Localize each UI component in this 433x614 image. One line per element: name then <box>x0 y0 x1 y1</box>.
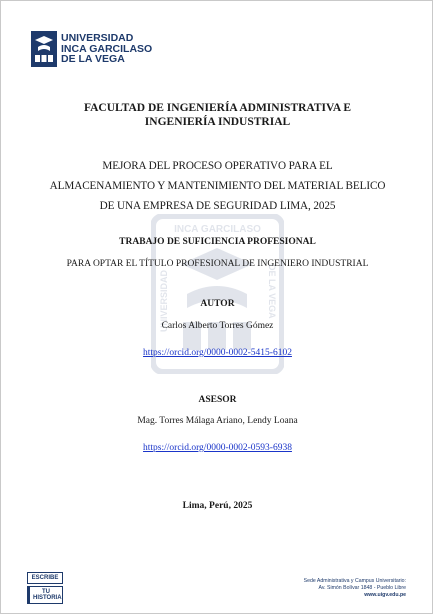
author-orcid-link[interactable]: https://orcid.org/0000-0002-5415-6102 <box>143 348 292 358</box>
advisor-orcid-link[interactable]: https://orcid.org/0000-0002-0593-6938 <box>143 443 292 453</box>
author-name: Carlos Alberto Torres Gómez <box>161 321 274 331</box>
watermark-top-text: INCA GARCILASO <box>174 224 261 235</box>
watermark-right-text: DE LA VEGA <box>267 264 277 319</box>
author-orcid-container <box>1 342 433 360</box>
university-logo <box>31 31 152 67</box>
slogan-badge <box>27 572 63 604</box>
faculty-name: FACULTAD DE INGENIERÍA ADMINISTRATIVA E INGENIERÍA INDUSTRIAL <box>83 102 352 128</box>
author-label: AUTOR <box>200 299 235 309</box>
university-crest-icon <box>31 31 57 67</box>
campus-footer <box>304 578 406 599</box>
advisor-label: ASESOR <box>198 395 237 405</box>
footer-line-1: Sede Administrativa y Campus Universitario: <box>303 578 406 584</box>
advisor-orcid-container <box>1 437 433 455</box>
place-and-date: Lima, Perú, 2025 <box>182 501 253 511</box>
advisor-name: Mag. Torres Málaga Ariano, Lendy Loana <box>137 416 298 426</box>
footer-line-2: Av. Simón Bolívar 1848 - Pueblo Libre <box>318 585 406 591</box>
footer-url: www.uigv.edu.pe <box>364 592 406 598</box>
work-type: TRABAJO DE SUFICIENCIA PROFESIONAL <box>119 237 316 247</box>
slogan-line-1: ESCRIBE <box>27 572 63 584</box>
logo-line-1: UNIVERSIDAD <box>61 32 134 45</box>
logo-line-2: INCA GARCILASO <box>61 42 153 55</box>
logo-wordmark <box>61 33 152 65</box>
logo-line-3: DE LA VEGA <box>61 53 125 66</box>
degree-statement: PARA OPTAR EL TÍTULO PROFESIONAL DE INGENIERO INDUSTRIAL <box>66 259 369 269</box>
thesis-title: MEJORA DEL PROCESO OPERATIVO PARA EL ALMACENAMIENTO Y MANTENIMIENTO DEL MATERIAL BELICO DE UNA EMPRESA DE SEGURIDAD LIMA, 2025 <box>49 160 386 212</box>
slogan-line-2: TU HISTORIA <box>27 586 63 604</box>
watermark-left-text: UNIVERSIDAD <box>159 269 169 332</box>
